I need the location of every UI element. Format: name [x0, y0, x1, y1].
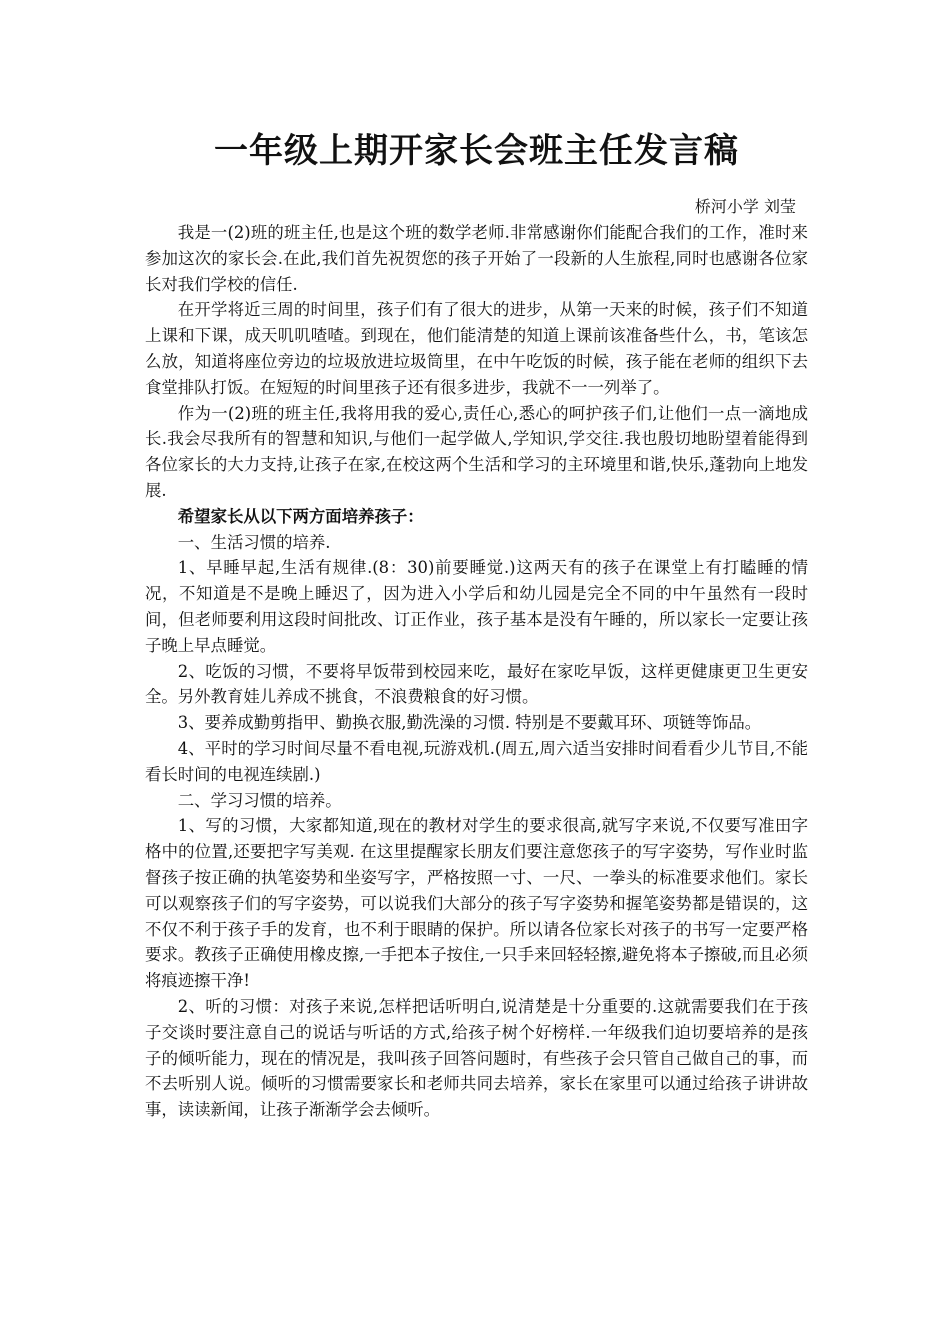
list-item-tv: 4、平时的学习时间尽量不看电视,玩游戏机.(周五,周六适当安排时间看看少儿节目,不能看长时间的电视连续剧.) — [145, 738, 808, 784]
list-item-hygiene: 3、要养成勤剪指甲、勤换衣服,勤洗澡的习惯. 特别是不要戴耳环、项链等饰品。 — [177, 713, 762, 733]
paragraph-commitment: 作为一(2)班的班主任,我将用我的爱心,责任心,悉心的呵护孩子们,让他们一点一滴地成长.我会尽我所有的智慧和知识,与他们一起学做人,学知识,学交往.我也殷切地盼望着能得到各位家长的大力支持,让孩子在家,在校这两个生活和学习的主环境里和谐,快乐,蓬勃向上地发展. — [145, 403, 808, 500]
paragraph-progress: 在开学将近三周的时间里，孩子们有了很大的进步，从第一天来的时候，孩子们不知道上课和下课，成天叽叽喳喳。到现在，他们能清楚的知道上课前该准备些什么，书，笔该怎么放，知道将座位旁边的垃圾放进垃圾筒里，在中午吃饭的时候，孩子能在老师的组织下去食堂排队打饭。在短短的时间里孩子还有很多进步，我就不一一列举了。 — [145, 300, 808, 397]
section-heading-life-habits: 一、生活习惯的培养. — [177, 532, 331, 552]
section-heading-hopes: 希望家长从以下两方面培养孩子： — [177, 506, 424, 526]
list-item-writing: 1、写的习惯，大家都知道,现在的教材对学生的要求很高,就写字来说,不仅要写准田字格中的位置,还要把字写美观. 在这里提醒家长朋友们要注意您孩子的写字姿势，写作业时监督孩子按正确的执笔姿势和坐姿写字，严格按照一寸、一尺、一拳头的标准要求他们。家长可以观察孩子们的写字姿势，可以说我们大部分的孩子写字姿势和握笔姿势都是错误的，这不仅不利于孩子手的发育，也不利于眼睛的保护。所以请各位家长对孩子的书写一定要严格要求。教孩子正确使用橡皮擦,一手把本子按住,一只手来回轻轻擦,避免将本子擦破,而且必须将痕迹擦干净! — [145, 816, 808, 991]
section-heading-study-habits: 二、学习习惯的培养。 — [177, 790, 342, 810]
paragraph-intro: 我是一(2)班的班主任,也是这个班的数学老师.非常感谢你们能配合我们的工作，准时来参加这次的家长会.在此,我们首先祝贺您的孩子开始了一段新的人生旅程,同时也感谢各位家长对我们学校的信任. — [145, 223, 808, 294]
list-item-eating: 2、吃饭的习惯，不要将早饭带到校园来吃，最好在家吃早饭，这样更健康更卫生更安全。另外教育娃儿养成不挑食，不浪费粮食的好习惯。 — [145, 661, 808, 707]
list-item-listening: 2、听的习惯：对孩子来说,怎样把话听明白,说清楚是十分重要的.这就需要我们在于孩子交谈时要注意自己的说话与听话的方式,给孩子树个好榜样.一年级我们迫切要培养的是孩子的倾听能力，现在的情况是，我叫孩子回答问题时，有些孩子会只管自己做自己的事，而不去听别人说。倾听的习惯需要家长和老师共同去培养，家长在家里可以通过给孩子讲讲故事，读读新闻，让孩子渐渐学会去倾听。 — [145, 996, 808, 1120]
author-line: 桥河小学 刘莹 — [694, 197, 796, 216]
list-item-sleep: 1、早睡早起,生活有规律.(8：30)前要睡觉.)这两天有的孩子在课堂上有打瞌睡的情况，不知道是不是晚上睡迟了，因为进入小学后和幼儿园是完全不同的中午虽然有一段时间，但老师要利用这段时间批改、订正作业，孩子基本是没有午睡的，所以家长一定要让孩子晚上早点睡觉。 — [145, 558, 808, 655]
document-page — [145, 128, 808, 1123]
document-title: 一年级上期开家长会班主任发言稿 — [214, 131, 739, 171]
